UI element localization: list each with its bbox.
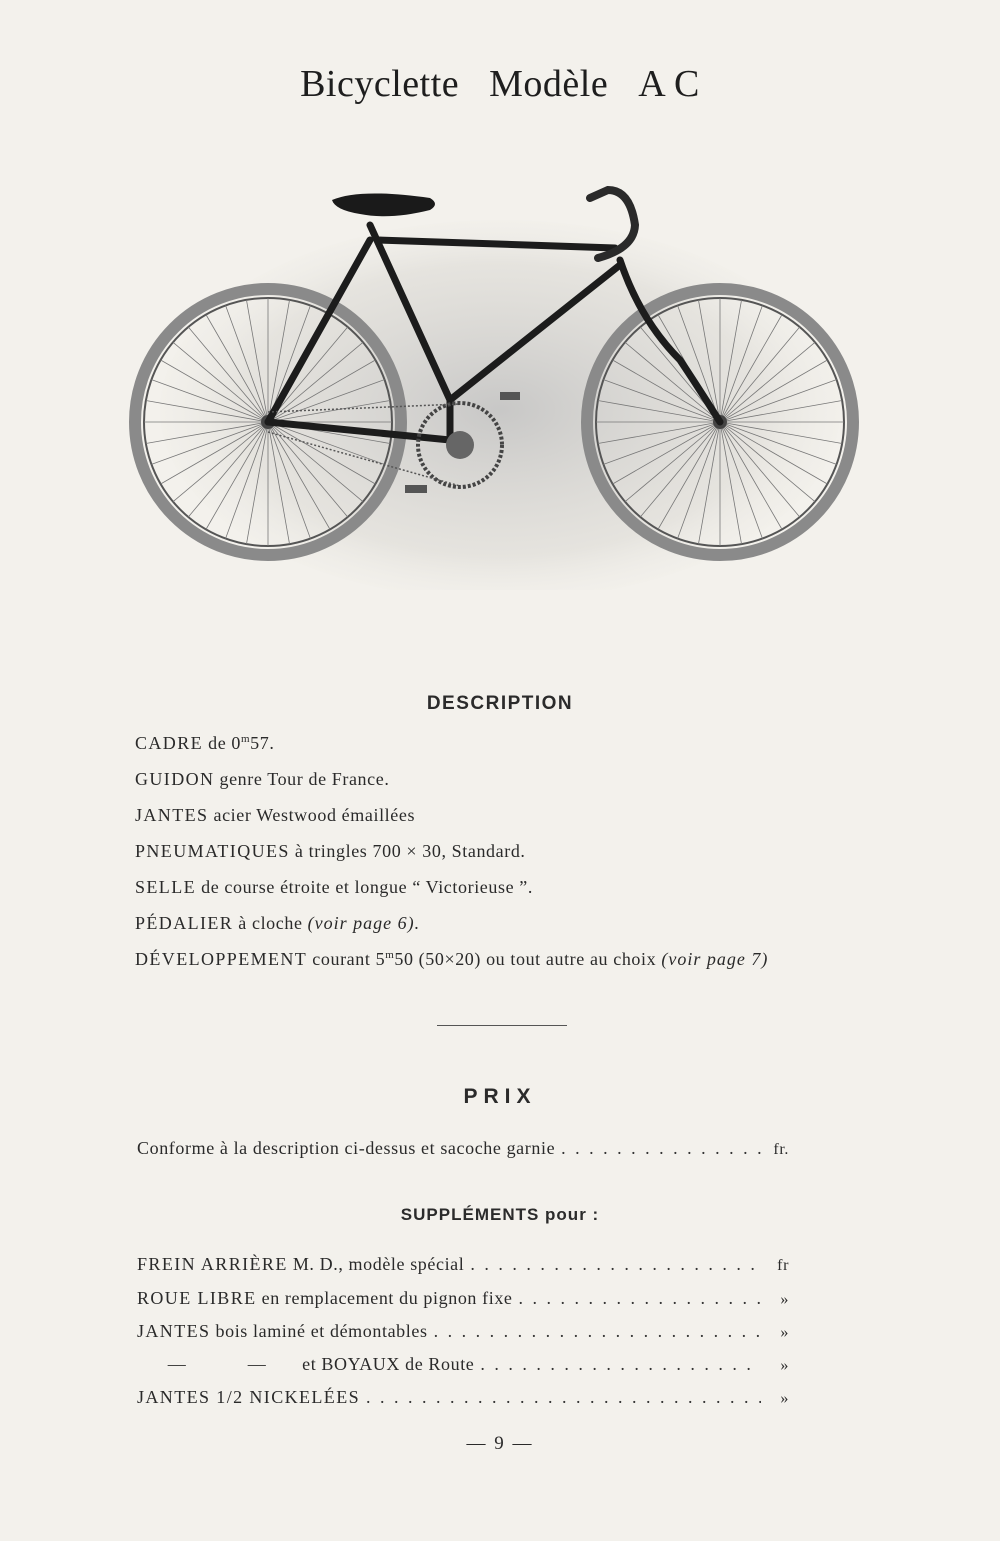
title-word-modele: Modèle [489,63,609,105]
desc-line-developpement: DÉVELOPPEMENT courant 5$^m$50 (50×20) ou tout autre au choix (voir page 7) [135,949,769,969]
desc-line-pedalier: PÉDALIER à cloche (voir page 6). [135,913,421,933]
supplement-boyaux: — — et BOYAUX de Route . . . » [137,1354,789,1375]
supplement-jantes-bois: JANTES bois laminé et démontables . . . » [137,1321,789,1342]
price-unit: fr. [773,1141,789,1158]
desc-line-guidon: GUIDON genre Tour de France. [135,769,390,789]
bicycle-photo [120,170,880,590]
description-heading: DESCRIPTION [426,693,574,714]
leader-dots [366,1387,761,1408]
page-number: — 9 — [466,1433,534,1454]
price-line-label: Conforme à la description ci-dessus et sacoche garnie [137,1138,556,1158]
page-title [0,62,1000,106]
desc-line-selle: SELLE de course étroite et longue “ Victorieuse ”. [135,877,533,897]
leader-dots [434,1321,761,1342]
leader-dots [561,1138,761,1159]
section-divider [437,1025,567,1026]
price-line [137,1138,789,1159]
leader-dots [519,1288,761,1309]
leader-dots [480,1354,761,1375]
prix-heading: PRIX [463,1085,537,1108]
supplement-frein-arriere: FREIN ARRIÈRE M. D., modèle spécial . . . fr [137,1254,789,1275]
saddle [332,193,435,216]
desc-line-cadre: CADRE de 0$^m$57. [135,733,275,753]
title-word-bicyclette: Bicyclette [300,63,460,105]
desc-line-pneumatiques: PNEUMATIQUES à tringles 700 × 30, Standard. [135,841,526,861]
title-model-code: A C [638,63,700,105]
supplement-roue-libre: ROUE LIBRE en remplacement du pignon fixe . . . » [137,1288,789,1309]
supplements-heading: SUPPLÉMENTS pour : [400,1205,600,1224]
supplement-jantes-nickelees: JANTES 1/2 NICKELÉES . . . » [137,1387,789,1408]
desc-line-jantes: JANTES acier Westwood émaillées [135,805,416,825]
description-list [135,733,915,985]
leader-dots [470,1254,761,1275]
